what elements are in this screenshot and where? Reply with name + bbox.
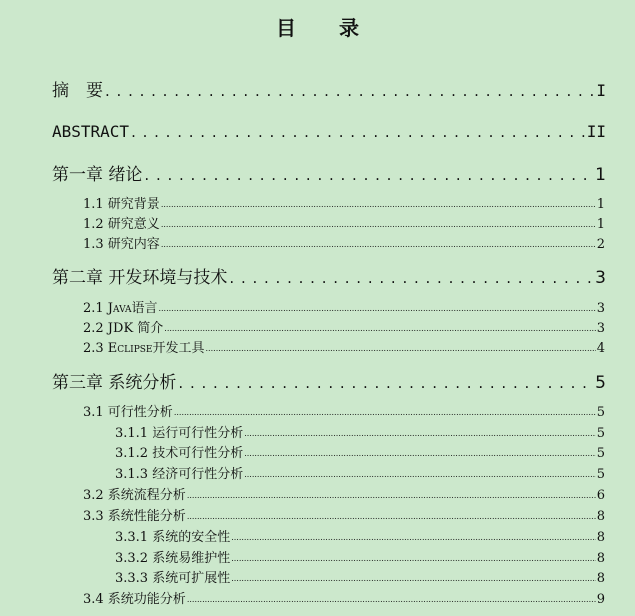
toc-page-number: 3 — [596, 301, 605, 316]
toc-entry-label: 3.3.3 系统可扩展性 — [115, 571, 231, 586]
toc-page-number: 2 — [596, 237, 605, 252]
toc-entry-2-2[interactable] — [83, 319, 605, 337]
toc-page-number: 5 — [596, 446, 605, 461]
toc-entry-label: 2.2 JDK 简介 — [83, 321, 164, 336]
toc-page-number: 1 — [596, 197, 605, 212]
toc-leader — [158, 300, 595, 317]
toc-page-number: 5 — [596, 467, 605, 482]
toc-page-number: 5 — [596, 426, 605, 441]
toc-entry-label: 1.3 研究内容 — [83, 237, 160, 252]
toc-entry-chapter-1[interactable] — [52, 162, 606, 186]
toc-page-number: 5 — [595, 373, 606, 393]
toc-entry-label: 2.1 Java语言 — [83, 301, 158, 316]
toc-entry-label: 3.1 可行性分析 — [83, 405, 173, 420]
toc-page-number: 8 — [596, 571, 605, 586]
toc-leader — [231, 570, 596, 587]
toc-entry-chapter-3[interactable] — [52, 370, 606, 394]
toc-entry-label: 3.1.1 运行可行性分析 — [115, 426, 244, 441]
toc-leader — [244, 425, 596, 442]
toc-page-number: 5 — [596, 405, 605, 420]
toc-page-number: 4 — [596, 341, 605, 356]
toc-leader — [244, 445, 596, 462]
toc-entry-1-3[interactable] — [83, 235, 605, 253]
toc-leader — [105, 80, 594, 102]
toc-entry-3-1-2[interactable] — [115, 444, 605, 462]
toc-entry-3-3[interactable] — [83, 507, 605, 525]
toc-entry-abstract-cn[interactable] — [52, 78, 606, 102]
toc-page-number: 8 — [596, 530, 605, 545]
toc-leader — [174, 404, 596, 421]
toc-entry-3-3-3[interactable] — [115, 569, 605, 587]
toc-leader — [231, 550, 596, 567]
toc-page-number: 6 — [596, 488, 605, 503]
toc-entry-abstract-en[interactable] — [52, 119, 606, 143]
toc-leader — [178, 372, 593, 394]
toc-entry-3-1-3[interactable] — [115, 465, 605, 483]
toc-entry-3-3-1[interactable] — [115, 528, 605, 546]
toc-entry-label: 2.3 Eclipse开发工具 — [83, 341, 205, 356]
toc-entry-label: 3.4 系统功能分析 — [83, 592, 186, 607]
toc-entry-3-3-2[interactable] — [115, 549, 605, 567]
toc-entry-label: 1.2 研究意义 — [83, 217, 160, 232]
toc-leader — [144, 164, 593, 186]
toc-leader — [187, 508, 596, 525]
page-title: 目 录 — [276, 16, 377, 40]
toc-leader — [229, 267, 593, 289]
toc-entry-2-3[interactable] — [83, 339, 605, 357]
toc-leader — [164, 320, 595, 337]
toc-page-number: 3 — [595, 268, 606, 288]
toc-page-number: 8 — [596, 509, 605, 524]
toc-entry-label: ABSTRACT — [52, 122, 130, 141]
toc-leader — [231, 529, 596, 546]
toc-leader — [187, 487, 596, 504]
toc-entry-chapter-2[interactable] — [52, 265, 606, 289]
toc-entry-1-1[interactable] — [83, 195, 605, 213]
toc-entry-label: 1.1 研究背景 — [83, 197, 160, 212]
toc-entry-1-2[interactable] — [83, 215, 605, 233]
toc-entry-label: 3.3.2 系统易维护性 — [115, 551, 231, 566]
toc-page-number: II — [586, 122, 606, 141]
toc-page-number: 9 — [596, 592, 605, 607]
toc-entry-3-1-1[interactable] — [115, 424, 605, 442]
toc-entry-2-1[interactable] — [83, 299, 605, 317]
toc-entry-label: 3.1.3 经济可行性分析 — [115, 467, 244, 482]
toc-page-number: 1 — [595, 165, 606, 185]
toc-leader — [131, 121, 585, 143]
toc-leader — [161, 216, 596, 233]
toc-entry-label: 第一章 绪论 — [52, 165, 143, 185]
toc-leader — [161, 196, 596, 213]
toc-entry-label: 3.3.1 系统的安全性 — [115, 530, 231, 545]
toc-leader — [161, 236, 596, 253]
toc-entry-label: 3.3 系统性能分析 — [83, 509, 186, 524]
toc-page-number: 1 — [596, 217, 605, 232]
toc-entry-label: 3.2 系统流程分析 — [83, 488, 186, 503]
toc-entry-label: 第二章 开发环境与技术 — [52, 268, 228, 288]
toc-entry-3-4[interactable] — [83, 590, 605, 608]
toc-page-number: 8 — [596, 551, 605, 566]
toc-entry-label: 第三章 系统分析 — [52, 373, 177, 393]
toc-entry-label: 3.1.2 技术可行性分析 — [115, 446, 244, 461]
toc-page-number: I — [596, 81, 606, 100]
toc-entry-3-1[interactable] — [83, 403, 605, 421]
toc-entry-3-2[interactable] — [83, 486, 605, 504]
toc-leader — [187, 591, 596, 608]
toc-entry-label: 摘 要 — [52, 81, 103, 101]
toc-page-number: 3 — [596, 321, 605, 336]
toc-leader — [206, 340, 596, 357]
toc-leader — [244, 466, 596, 483]
